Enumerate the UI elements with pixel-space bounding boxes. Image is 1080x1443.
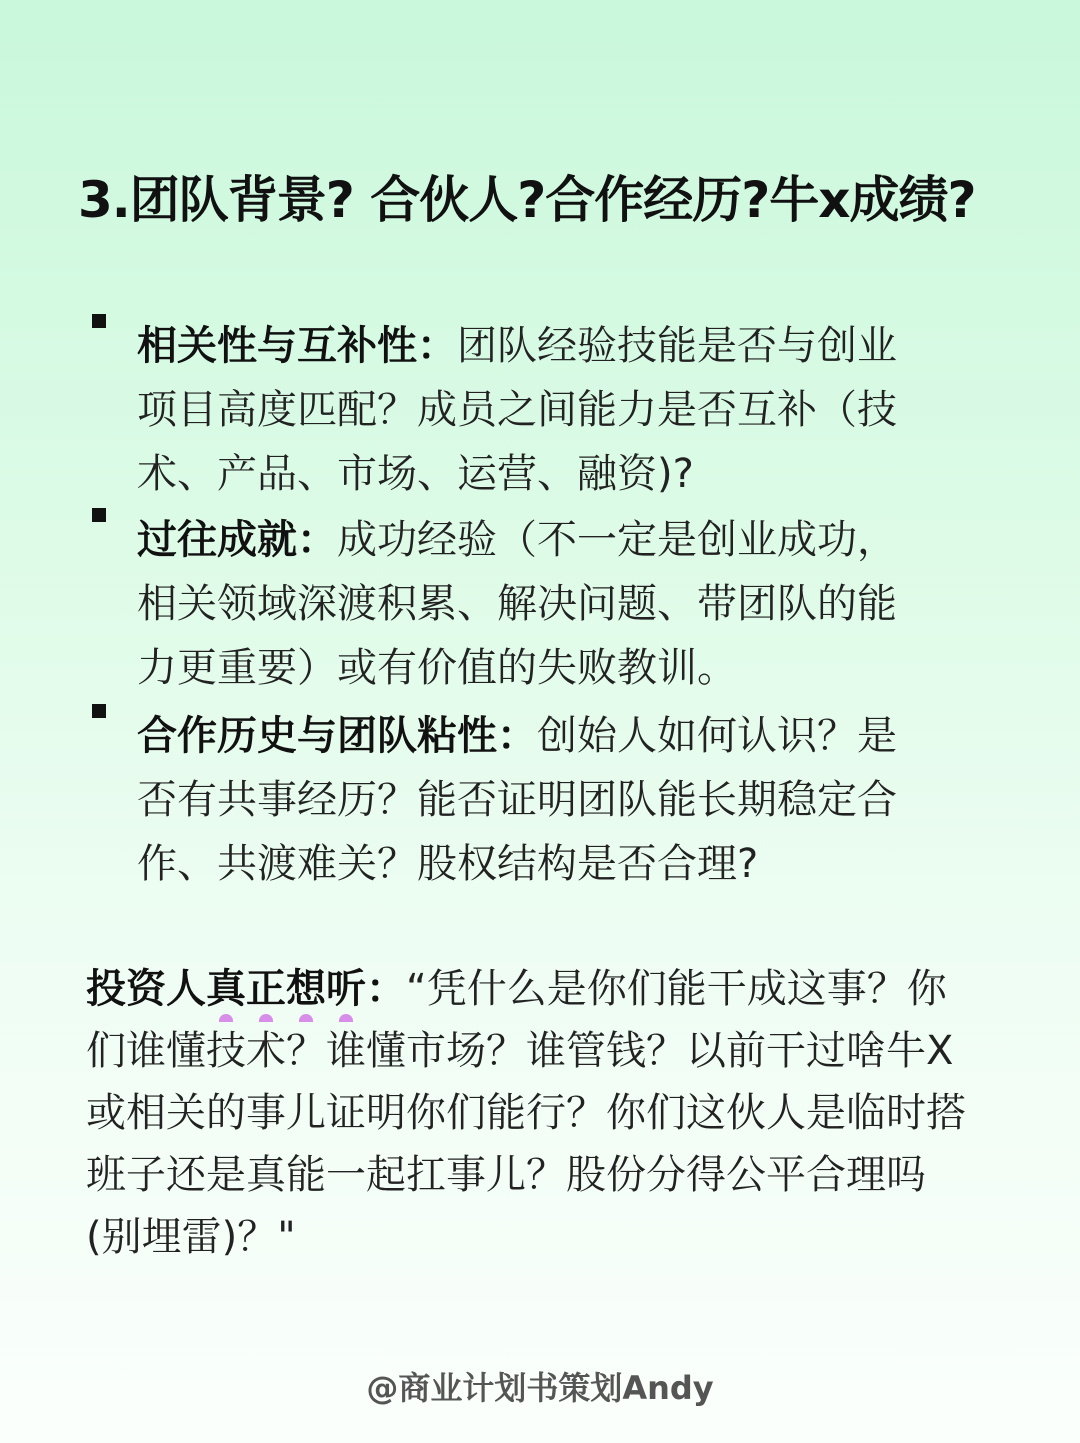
quote-heading-char: 人 <box>166 966 206 1012</box>
quote-heading-char <box>206 966 246 1012</box>
investor-quote <box>86 958 966 1268</box>
bullet-heading: 过往成就： <box>137 517 337 563</box>
bullet-body: 团队经验技能是否与创业项目高度匹配？成员之间能力是否互补（技术、产品、市场、运营、融资)? <box>137 323 897 497</box>
emphasis-dot-icon <box>299 1014 313 1022</box>
bullet-heading: 相关性与互补性： <box>137 323 457 369</box>
quote-heading-char: 资 <box>126 966 166 1012</box>
page-title: 3.团队背景? 合伙人?合作经历?牛x成绩? <box>78 171 976 229</box>
bullet-text <box>137 704 917 896</box>
quote-heading <box>86 966 406 1012</box>
bullet-text <box>137 508 917 700</box>
quote-heading-char: ： <box>366 966 406 1012</box>
quote-heading-char <box>326 966 366 1012</box>
emphasis-dot-icon <box>339 1014 353 1022</box>
bullet-square-icon <box>92 314 106 328</box>
bullet-text <box>137 314 917 506</box>
bullet-square-icon <box>92 704 106 718</box>
bullet-body: 成功经验（不一定是创业成功，相关领域深渡积累、解决问题、带团队的能力更重要）或有价值的失败教训。 <box>137 517 897 691</box>
quote-heading-char <box>286 966 326 1012</box>
quote-heading-char: 投 <box>86 966 126 1012</box>
emphasis-dot-icon <box>259 1014 273 1022</box>
bullet-heading: 合作历史与团队粘性： <box>137 713 537 759</box>
quote-heading-char <box>246 966 286 1012</box>
bullet-square-icon <box>92 508 106 522</box>
bullet-body: 创始人如何认识？是否有共事经历？能否证明团队能长期稳定合作、共渡难关？股权结构是否合理? <box>137 713 897 887</box>
quote-body: “凭什么是你们能干成这事？你们谁懂技术？谁懂市场？谁管钱？以前干过啥牛X或相关的事儿证明你们能行？你们这伙人是临时搭班子还是真能一起扛事儿？股份分得公平合理吗(别埋雷)？" <box>86 966 966 1260</box>
quote-heading-char-text: 真 <box>206 966 246 1012</box>
author-watermark: @商业计划书策划Andy <box>366 1369 714 1407</box>
quote-heading-char-text: 正 <box>246 966 286 1012</box>
emphasis-dot-icon <box>219 1014 233 1022</box>
quote-heading-char-text: 听 <box>326 966 366 1012</box>
quote-heading-char-text: 想 <box>286 966 326 1012</box>
